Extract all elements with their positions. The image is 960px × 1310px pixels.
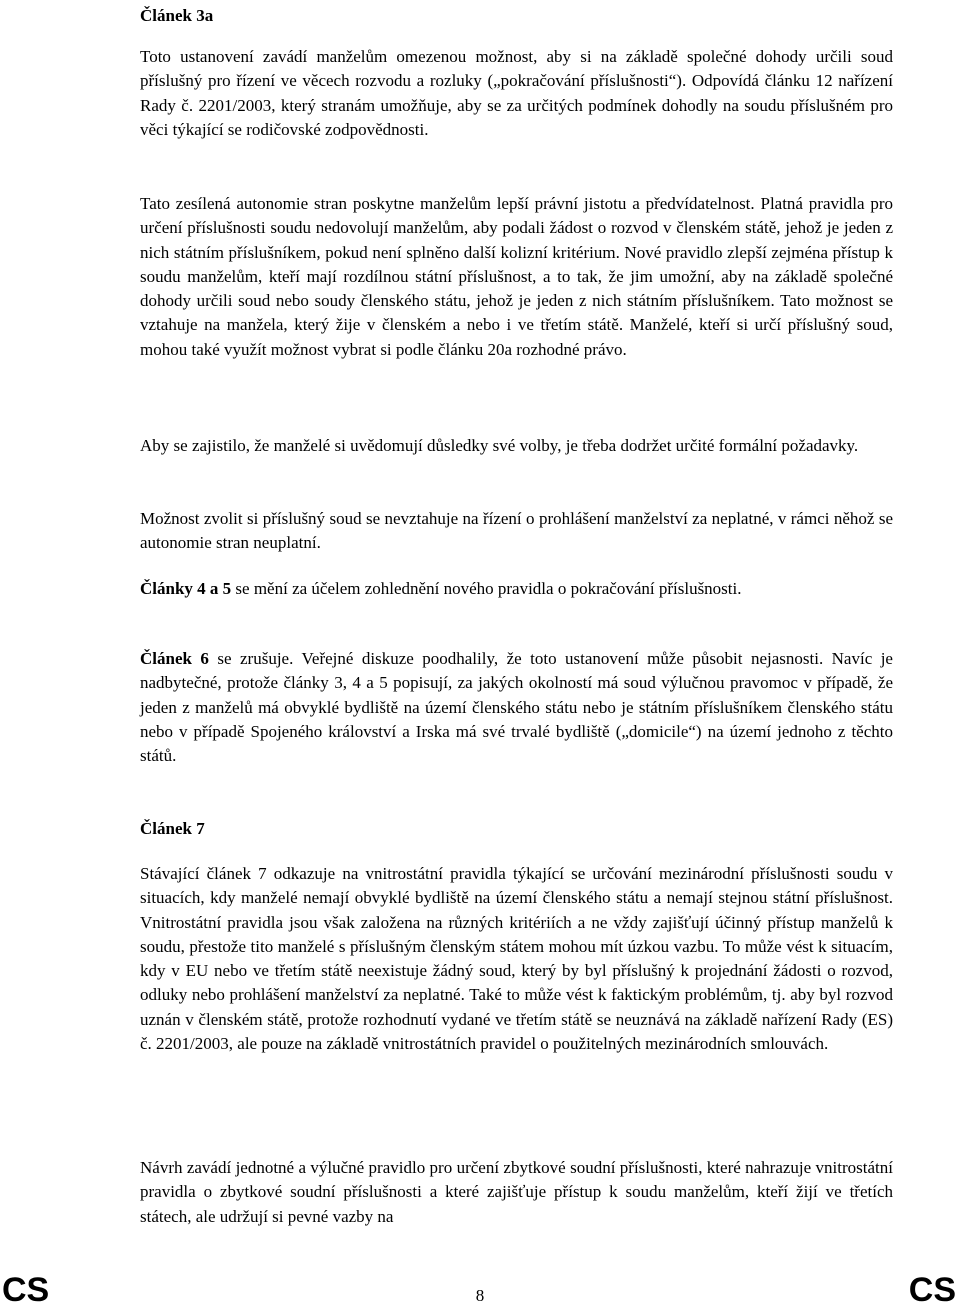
article-6-label: Článek 6 [140,649,209,668]
paragraph-3: Aby se zajistilo, že manželé si uvědomují důsledky své volby, je třeba dodržet určité formální požadavky. [140,436,859,455]
page-number: 8 [475,1286,485,1305]
heading-article-3a: Článek 3a [140,6,214,25]
articles-4-5-label: Články 4 a 5 [140,579,232,598]
paragraph-6-text: se zrušuje. Veřejné diskuze poodhalily, že toto ustanovení může působit nejasnosti. Navíc je nadbytečné, protože články 3, 4 a 5 popisují, za jakých okolností má soud výlučnou pravomoc v případě, že jeden z manželů má obvyklé bydliště na území členského státu nebo je státním příslušníkem členského státu nebo v případě Spojeného království a Irska má své trvalé bydliště („domicile“) na území jednoho z těchto států. [140,649,893,766]
paragraph-5-text: se mění za účelem zohlednění nového pravidla o pokračování příslušnosti. [231,579,742,598]
paragraph-5 [140,577,893,601]
language-code-left: CS [2,1271,50,1309]
paragraph-8: Návrh zavádí jednotné a výlučné pravidlo pro určení zbytkové soudní příslušnosti, které nahrazuje vnitrostátní pravidla o zbytkové soudní příslušnosti a které zajišťuje přístup k soudu manželům, kteří žijí ve třetích státech, ale udržují si pevné vazby na [140,1158,893,1226]
paragraph-1: Toto ustanovení zavádí manželům omezenou možnost, aby si na základě společné dohody určili soud příslušný pro řízení ve věcech rozvodu a rozluky („pokračování příslušnosti“). Odpovídá článku 12 nařízení Rady č. 2201/2003, který stranám umožňuje, aby se za určitých podmínek dohodly na soudu příslušném pro věci týkající se rodičovské zodpovědnosti. [140,47,893,139]
paragraph-4: Možnost zvolit si příslušný soud se nevztahuje na řízení o prohlášení manželství za neplatné, v rámci něhož se autonomie stran neuplatní. [140,509,893,553]
paragraph-6 [140,647,893,768]
heading-article-7: Článek 7 [140,819,205,838]
paragraph-7: Stávající článek 7 odkazuje na vnitrostátní pravidla týkající se určování mezinárodní příslušnosti soudu v situacích, kdy manželé nemají obvyklé bydliště na území členského státu a nemají stejnou státní příslušnost. Vnitrostátní pravidla jsou však založena na různých kritériích a ne vždy zajišťují účinný přístup manželů k soudu, přestože tito manželé s příslušným členským státem mohou mít úzkou vazbu. To může vést k situacím, kdy v EU nebo ve třetím státě neexistuje žádný soud, který by byl příslušný k projednání žádosti o rozvod, odluky nebo prohlášení manželství za neplatné. Také to může vést k faktickým problémům, tj. aby byl rozvod uznán v členském státě, protože rozhodnutí vydané ve třetím státě se neuznává na základě nařízení Rady (ES) č. 2201/2003, ale pouze na základě vnitrostátních pravidel o použitelných mezinárodních smlouvách. [140,864,893,1054]
paragraph-2: Tato zesílená autonomie stran poskytne manželům lepší právní jistotu a předvídatelnost. Platná pravidla pro určení příslušnosti soudu nedovolují manželům, aby podali žádost o rozvod v členském státě, jehož je jeden z nich státním příslušníkem, pokud není splněno další kolizní kritérium. Nové pravidlo zlepší zejména přístup k soudu manželům, kteří mají rozdílnou státní příslušnost, a to tak, že jim umožní, aby na základě společné dohody určili soud nebo soudy členského státu, jehož je jeden z nich státním příslušníkem. Tato možnost se vztahuje na manžela, který žije v členském a nebo i ve třetím státě. Manželé, kteří si určí příslušný soud, mohou také využít možnost vybrat si podle článku 20a rozhodné právo. [140,194,893,359]
language-code-right: CS [908,1271,956,1309]
